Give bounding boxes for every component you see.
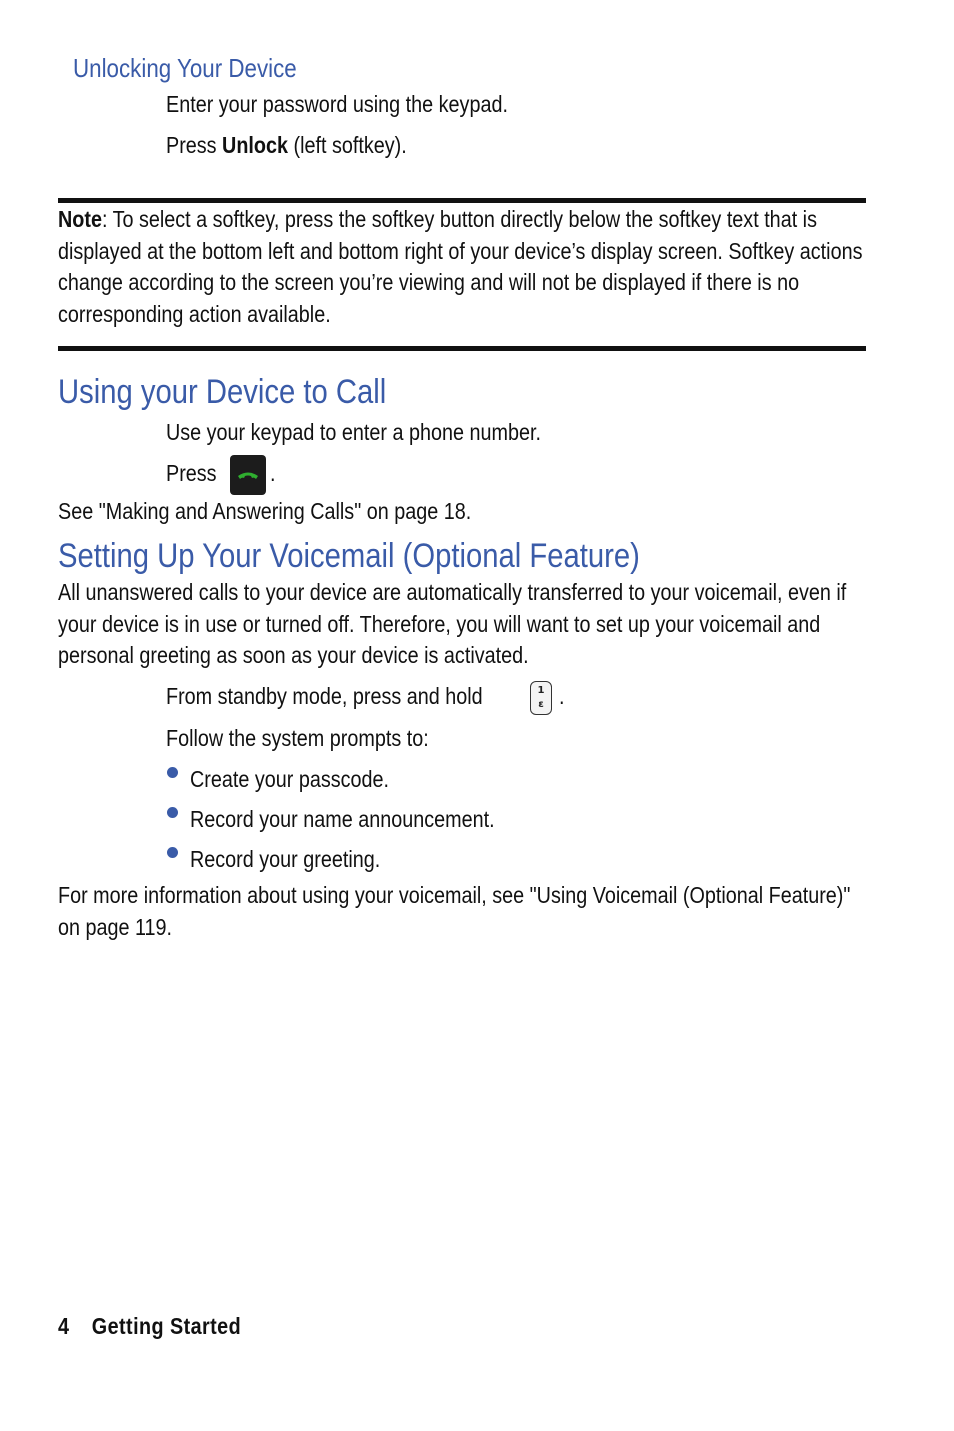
call-step-1: Use your keypad to enter a phone number. xyxy=(166,419,541,445)
unlock-softkey-label: Unlock xyxy=(222,132,289,158)
page-number: 4 xyxy=(58,1313,70,1339)
phone-handset-icon xyxy=(230,455,266,495)
call-step-2-prefix: Press xyxy=(166,460,217,486)
key-one-bottom-label: ε xyxy=(538,699,544,710)
key-one-voicemail-icon xyxy=(530,681,552,715)
voicemail-step-1-suffix: . xyxy=(559,683,565,709)
voicemail-intro: All unanswered calls to your device are automatically transferred to your voicemail, even if your device is in use or turned off. Therefore, you will want to set up your voicemail and personal greeting as soon as your device is activated. xyxy=(58,579,847,668)
footer-section-title: Getting Started xyxy=(91,1313,242,1339)
unlock-step-1: Enter your password using the keypad. xyxy=(166,91,508,117)
section-heading-calling: Using your Device to Call xyxy=(58,373,387,411)
voicemail-step-1-prefix: From standby mode, press and hold xyxy=(166,683,483,709)
send-key-icon xyxy=(230,455,266,495)
voicemail-more-info: For more information about using your voicemail, see "Using Voicemail (Optional Feature)" on page 119. xyxy=(58,882,851,940)
call-see-also: See "Making and Answering Calls" on page 18. xyxy=(58,498,472,524)
bullet-icon xyxy=(167,847,178,858)
page-footer xyxy=(58,1312,241,1340)
call-step-2-suffix: . xyxy=(270,460,276,486)
voicemail-step-2: Follow the system prompts to: xyxy=(166,725,429,751)
note-top-rule xyxy=(58,198,866,203)
bullet-icon xyxy=(167,767,178,778)
bullet-icon xyxy=(167,807,178,818)
note-label: Note xyxy=(58,206,102,232)
unlock-step-2-suffix: (left softkey). xyxy=(288,132,407,158)
note-block xyxy=(58,204,866,330)
unlock-step-2 xyxy=(166,129,407,161)
key-one-top-label: 1 xyxy=(537,685,545,696)
voicemail-bullet-1: Create your passcode. xyxy=(190,766,390,792)
note-text: : To select a softkey, press the softkey button directly below the softkey text that is displayed at the bottom left and bottom right of your device’s display screen. Softkey actions change according to the screen you’re viewing and will not be displayed if there is no corresponding action available. xyxy=(58,206,863,327)
note-bottom-rule xyxy=(58,346,866,351)
section-heading-unlocking: Unlocking Your Device xyxy=(73,53,297,83)
unlock-step-2-prefix: Press xyxy=(166,132,223,158)
section-heading-voicemail: Setting Up Your Voicemail (Optional Feature) xyxy=(58,537,640,575)
voicemail-bullet-2: Record your name announcement. xyxy=(190,806,495,832)
voicemail-bullet-3: Record your greeting. xyxy=(190,846,381,872)
